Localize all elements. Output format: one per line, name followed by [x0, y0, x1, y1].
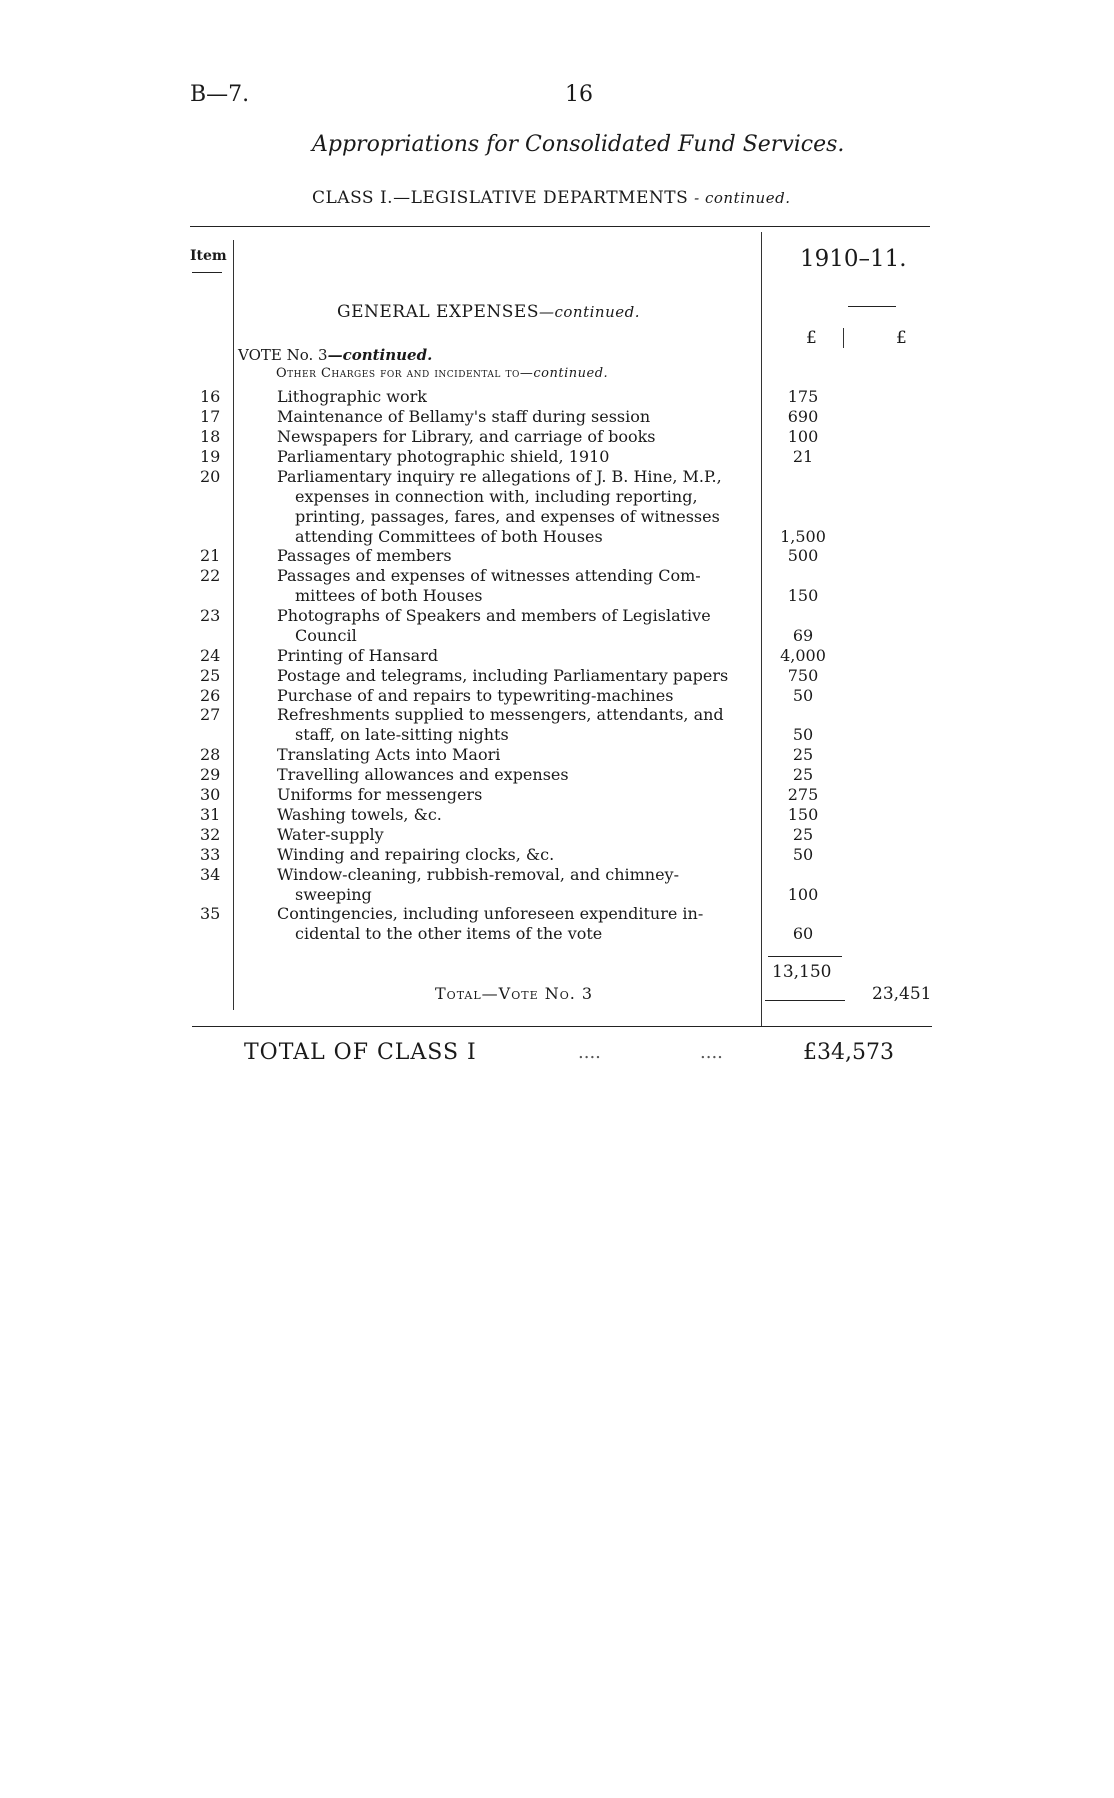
item-description: [277, 447, 747, 467]
item-amount: 150: [787, 805, 819, 824]
description-line: Maintenance of Bellamy's staff during session: [277, 407, 651, 426]
description-line: Lithographic work: [277, 387, 427, 406]
description-line: attending Committees of both Houses: [295, 527, 603, 546]
item-amount: 21: [792, 447, 814, 466]
item-amount: 25: [792, 765, 814, 784]
table-top-rule: [190, 226, 930, 227]
item-amount: 275: [787, 785, 819, 804]
class-heading: [312, 188, 790, 208]
item-number: 29: [200, 765, 221, 784]
subtotal-rule: [768, 956, 842, 957]
item-description: [277, 705, 747, 745]
item-amount: 100: [787, 427, 819, 446]
item-description: [277, 904, 747, 944]
description-line: staff, on late-sitting nights: [295, 725, 509, 744]
item-number: 28: [200, 745, 221, 764]
description-line: cidental to the other items of the vote: [295, 924, 603, 943]
vote-label: VOTE No. 3: [238, 346, 328, 364]
item-description: [277, 427, 747, 447]
class-heading-text: CLASS I.—LEGISLATIVE DEPARTMENTS: [312, 188, 689, 208]
description-line: Winding and repairing clocks, &c.: [277, 845, 555, 864]
item-number: 16: [200, 387, 221, 406]
class-heading-suffix: - continued.: [694, 189, 791, 207]
description-line: Washing towels, &c.: [277, 805, 442, 824]
item-amount: 25: [792, 825, 814, 844]
subheading-text: Other Charges for and incidental to: [276, 366, 520, 381]
item-amount: 25: [792, 745, 814, 764]
description-line: Refreshments supplied to messengers, attendants, and: [277, 705, 724, 724]
item-amount: 500: [787, 546, 819, 565]
item-number: 22: [200, 566, 221, 585]
description-line: Council: [295, 626, 357, 645]
section-heading: [337, 302, 640, 322]
class-total-value: £34,573: [803, 1040, 894, 1065]
description-line: Printing of Hansard: [277, 646, 439, 665]
description-line: printing, passages, fares, and expenses of witnesses: [295, 507, 720, 526]
item-description: [277, 745, 747, 765]
item-number: 32: [200, 825, 221, 844]
description-line: Postage and telegrams, including Parliamentary papers: [277, 666, 729, 685]
item-description: [277, 407, 747, 427]
item-description: [277, 825, 747, 845]
section-heading-text: GENERAL EXPENSES: [337, 302, 539, 322]
page-title: Appropriations for Consolidated Fund Services.: [312, 132, 845, 157]
item-column-rule: [233, 240, 234, 1010]
class-total-label: TOTAL OF CLASS I: [244, 1040, 477, 1065]
page-number: 16: [565, 82, 593, 107]
description-line: Window-cleaning, rubbish-removal, and chimney-: [277, 865, 679, 884]
item-description: [277, 387, 747, 407]
item-amount: 100: [787, 884, 819, 904]
description-line: Translating Acts into Maori: [277, 745, 501, 764]
description-line: expenses in connection with, including reporting,: [295, 487, 698, 506]
item-number: 19: [200, 447, 221, 466]
vote-heading: [238, 346, 432, 364]
section-heading-suffix: —continued.: [538, 303, 640, 321]
item-amount: 60: [792, 923, 814, 943]
pound-divider: [843, 328, 844, 348]
description-line: mittees of both Houses: [295, 586, 483, 605]
item-amount: 150: [787, 585, 819, 605]
subtotal-underline: [765, 1000, 845, 1001]
item-description: [277, 845, 747, 865]
description-line: Parliamentary photographic shield, 1910: [277, 447, 610, 466]
item-number: 20: [200, 467, 221, 486]
pound-overline: [848, 306, 896, 307]
item-description: [277, 646, 747, 666]
description-line: Uniforms for messengers: [277, 785, 483, 804]
item-underline: [192, 272, 222, 273]
description-line: Travelling allowances and expenses: [277, 765, 569, 784]
item-number: 24: [200, 646, 221, 665]
subheading: [276, 366, 608, 381]
item-number: 17: [200, 407, 221, 426]
item-number: 26: [200, 686, 221, 705]
item-number: 30: [200, 785, 221, 804]
item-number: 18: [200, 427, 221, 446]
item-number: 25: [200, 666, 221, 685]
vote-total-label: Total—Vote No. 3: [435, 984, 594, 1003]
item-column-heading: Item: [190, 248, 227, 264]
item-amount: 750: [787, 666, 819, 685]
item-description: [277, 765, 747, 785]
item-number: 35: [200, 904, 221, 923]
item-amount: 4,000: [780, 646, 826, 665]
item-description: [277, 865, 747, 905]
vote-total-value: 23,451: [872, 984, 932, 1004]
item-description: [277, 467, 747, 547]
description-line: Newspapers for Library, and carriage of books: [277, 427, 656, 446]
item-description: [277, 606, 747, 646]
pound-sign-right: £: [896, 328, 907, 348]
item-number: 34: [200, 865, 221, 884]
description-line: sweeping: [295, 885, 372, 904]
leader-dots: ....: [578, 1042, 601, 1063]
item-description: [277, 546, 747, 566]
item-amount: 50: [792, 724, 814, 744]
item-description: [277, 785, 747, 805]
table-bottom-rule: [192, 1026, 932, 1027]
item-amount: 690: [787, 407, 819, 426]
item-description: [277, 566, 747, 606]
item-amount: 50: [792, 845, 814, 864]
description-line: Parliamentary inquiry re allegations of J. B. Hine, M.P.,: [277, 467, 722, 486]
amount-column-rule: [761, 232, 762, 1027]
item-description: [277, 666, 747, 686]
item-number: 21: [200, 546, 221, 565]
item-description: [277, 686, 747, 706]
item-number: 31: [200, 805, 221, 824]
description-line: Passages and expenses of witnesses attending Com-: [277, 566, 701, 585]
description-line: Passages of members: [277, 546, 452, 565]
description-line: Contingencies, including unforeseen expenditure in-: [277, 904, 704, 923]
item-amount: 175: [787, 387, 819, 406]
vote-suffix: —continued.: [327, 346, 433, 364]
year-heading: 1910–11.: [800, 246, 907, 272]
item-description: [277, 805, 747, 825]
document-code: B—7.: [190, 82, 250, 107]
leader-dots: ....: [700, 1042, 723, 1063]
description-line: Photographs of Speakers and members of Legislative: [277, 606, 711, 625]
item-number: 27: [200, 705, 221, 724]
item-amount: 1,500: [780, 526, 826, 546]
item-amount: 50: [792, 686, 814, 705]
vote-subtotal: 13,150: [772, 962, 832, 982]
item-number: 23: [200, 606, 221, 625]
item-amount: 69: [792, 625, 814, 645]
pound-sign-left: £: [806, 328, 817, 348]
item-number: 33: [200, 845, 221, 864]
description-line: Water-supply: [277, 825, 384, 844]
subheading-suffix: —continued.: [519, 366, 609, 381]
description-line: Purchase of and repairs to typewriting-machines: [277, 686, 674, 705]
